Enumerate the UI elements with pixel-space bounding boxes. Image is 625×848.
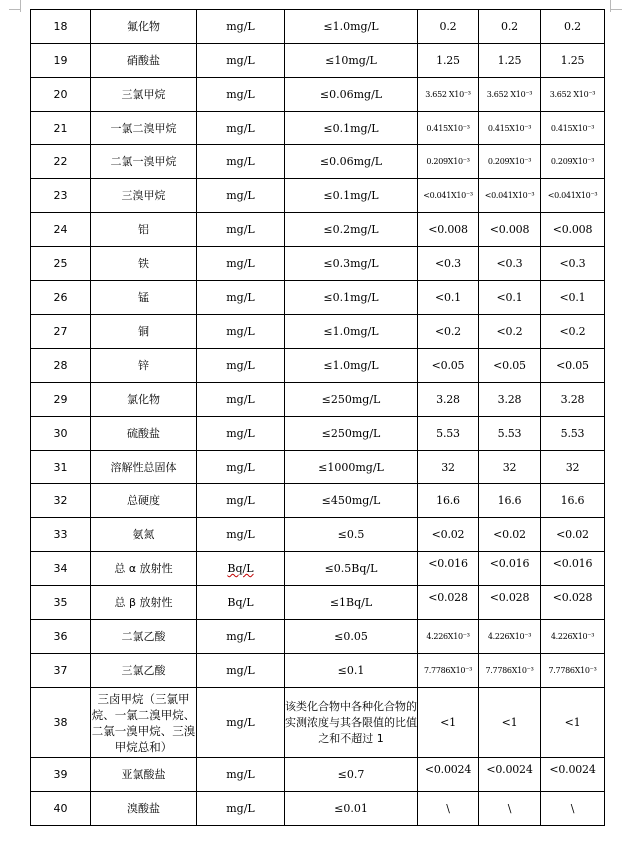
result-value: 5.53 xyxy=(541,417,605,451)
unit: mg/L xyxy=(197,654,285,688)
unit: Bq/L xyxy=(197,552,285,586)
item-name: 二氯乙酸 xyxy=(91,620,197,654)
table-row xyxy=(31,10,605,44)
item-name: 总硬度 xyxy=(91,484,197,518)
limit-value: ≤0.2mg/L xyxy=(285,213,418,247)
table-row xyxy=(31,654,605,688)
table-row xyxy=(31,417,605,451)
unit: mg/L xyxy=(197,518,285,552)
row-number: 38 xyxy=(31,688,91,758)
result-value: 7.7786X10⁻³ xyxy=(418,654,479,688)
table-row xyxy=(31,688,605,758)
unit: mg/L xyxy=(197,349,285,383)
table-row xyxy=(31,451,605,484)
item-name: 总 α 放射性 xyxy=(91,552,197,586)
row-number: 33 xyxy=(31,518,91,552)
limit-value: ≤0.5 xyxy=(285,518,418,552)
result-value: <0.02 xyxy=(541,518,605,552)
row-number: 29 xyxy=(31,383,91,417)
page-corner-mark xyxy=(610,9,622,10)
result-value: 7.7786X10⁻³ xyxy=(541,654,605,688)
item-name: 硫酸盐 xyxy=(91,417,197,451)
result-value: 3.28 xyxy=(418,383,479,417)
table-row xyxy=(31,213,605,247)
table-row xyxy=(31,758,605,792)
result-value: <0.041X10⁻³ xyxy=(541,179,605,213)
table-row xyxy=(31,44,605,78)
item-name: 一氯二溴甲烷 xyxy=(91,112,197,145)
result-value: <0.008 xyxy=(541,213,605,247)
unit: mg/L xyxy=(197,145,285,179)
item-name: 铝 xyxy=(91,213,197,247)
page-corner-mark xyxy=(610,0,611,12)
item-name: 三氯乙酸 xyxy=(91,654,197,688)
row-number: 34 xyxy=(31,552,91,586)
result-value: 0.209X10⁻³ xyxy=(479,145,541,179)
result-value: <0.05 xyxy=(541,349,605,383)
page-corner-mark xyxy=(20,0,21,12)
result-value: <0.0024 xyxy=(479,758,541,792)
result-value: 3.28 xyxy=(541,383,605,417)
row-number: 35 xyxy=(31,586,91,620)
item-name: 硝酸盐 xyxy=(91,44,197,78)
row-number: 21 xyxy=(31,112,91,145)
item-name: 三卤甲烷（三氯甲烷、一氯二溴甲烷、二氯一溴甲烷、三溴甲烷总和） xyxy=(91,688,197,758)
unit: mg/L xyxy=(197,247,285,281)
page-corner-mark xyxy=(9,9,21,10)
row-number: 31 xyxy=(31,451,91,484)
table-row xyxy=(31,349,605,383)
item-name: 三溴甲烷 xyxy=(91,179,197,213)
result-value: 0.2 xyxy=(541,10,605,44)
limit-value: ≤250mg/L xyxy=(285,383,418,417)
table-row xyxy=(31,552,605,586)
result-value: 1.25 xyxy=(541,44,605,78)
unit: mg/L xyxy=(197,213,285,247)
result-value: 1.25 xyxy=(479,44,541,78)
table-row xyxy=(31,281,605,315)
row-number: 18 xyxy=(31,10,91,44)
limit-value: ≤250mg/L xyxy=(285,417,418,451)
limit-value: ≤0.5Bq/L xyxy=(285,552,418,586)
unit: mg/L xyxy=(197,484,285,518)
limit-value: ≤0.06mg/L xyxy=(285,145,418,179)
limit-value: ≤450mg/L xyxy=(285,484,418,518)
result-value: <0.008 xyxy=(479,213,541,247)
result-value: <0.1 xyxy=(541,281,605,315)
result-value: <0.05 xyxy=(479,349,541,383)
unit: mg/L xyxy=(197,620,285,654)
limit-value: ≤1Bq/L xyxy=(285,586,418,620)
row-number: 19 xyxy=(31,44,91,78)
limit-value: ≤1000mg/L xyxy=(285,451,418,484)
result-value: <0.02 xyxy=(479,518,541,552)
row-number: 23 xyxy=(31,179,91,213)
unit: mg/L xyxy=(197,78,285,112)
result-value: <0.3 xyxy=(479,247,541,281)
row-number: 28 xyxy=(31,349,91,383)
table-row xyxy=(31,620,605,654)
result-value: 1.25 xyxy=(418,44,479,78)
unit: mg/L xyxy=(197,44,285,78)
result-value: 0.415X10⁻³ xyxy=(479,112,541,145)
limit-value: ≤0.1mg/L xyxy=(285,179,418,213)
table-row xyxy=(31,383,605,417)
result-value: <0.028 xyxy=(418,586,479,620)
result-value: 3.28 xyxy=(479,383,541,417)
result-value: 16.6 xyxy=(541,484,605,518)
limit-value: ≤0.7 xyxy=(285,758,418,792)
result-value: 3.652 X10⁻³ xyxy=(479,78,541,112)
result-value: \ xyxy=(418,792,479,826)
row-number: 24 xyxy=(31,213,91,247)
result-value: <0.028 xyxy=(479,586,541,620)
water-quality-table xyxy=(30,9,605,826)
result-value: \ xyxy=(479,792,541,826)
result-value: <0.02 xyxy=(418,518,479,552)
row-number: 20 xyxy=(31,78,91,112)
item-name: 氨氮 xyxy=(91,518,197,552)
row-number: 40 xyxy=(31,792,91,826)
item-name: 氯化物 xyxy=(91,383,197,417)
result-value: <0.016 xyxy=(479,552,541,586)
unit: mg/L xyxy=(197,10,285,44)
row-number: 30 xyxy=(31,417,91,451)
item-name: 铜 xyxy=(91,315,197,349)
limit-value: ≤0.1mg/L xyxy=(285,281,418,315)
limit-value: ≤0.06mg/L xyxy=(285,78,418,112)
limit-value: 该类化合物中各种化合物的实测浓度与其各限值的比值之和不超过 1 xyxy=(285,688,418,758)
result-value: 4.226X10⁻³ xyxy=(541,620,605,654)
item-name: 三氯甲烷 xyxy=(91,78,197,112)
item-name: 氟化物 xyxy=(91,10,197,44)
row-number: 36 xyxy=(31,620,91,654)
result-value: <0.2 xyxy=(541,315,605,349)
row-number: 39 xyxy=(31,758,91,792)
result-value: 0.2 xyxy=(418,10,479,44)
result-value: <0.1 xyxy=(479,281,541,315)
unit: Bq/L xyxy=(197,586,285,620)
result-value: 3.652 X10⁻³ xyxy=(418,78,479,112)
item-name: 溶解性总固体 xyxy=(91,451,197,484)
result-value: 32 xyxy=(479,451,541,484)
result-value: <1 xyxy=(479,688,541,758)
result-value: \ xyxy=(541,792,605,826)
result-value: <0.05 xyxy=(418,349,479,383)
result-value: <0.041X10⁻³ xyxy=(418,179,479,213)
result-value: <0.0024 xyxy=(418,758,479,792)
result-value: <0.028 xyxy=(541,586,605,620)
limit-value: ≤0.3mg/L xyxy=(285,247,418,281)
result-value: 3.652 X10⁻³ xyxy=(541,78,605,112)
unit: mg/L xyxy=(197,315,285,349)
result-value: 32 xyxy=(541,451,605,484)
unit: mg/L xyxy=(197,688,285,758)
result-value: <1 xyxy=(541,688,605,758)
result-value: <0.041X10⁻³ xyxy=(479,179,541,213)
table-row xyxy=(31,586,605,620)
result-value: 4.226X10⁻³ xyxy=(479,620,541,654)
table-row xyxy=(31,247,605,281)
limit-value: ≤0.05 xyxy=(285,620,418,654)
result-value: 16.6 xyxy=(479,484,541,518)
limit-value: ≤1.0mg/L xyxy=(285,349,418,383)
unit: mg/L xyxy=(197,417,285,451)
result-value: <0.2 xyxy=(418,315,479,349)
result-value: 5.53 xyxy=(479,417,541,451)
unit: mg/L xyxy=(197,451,285,484)
row-number: 32 xyxy=(31,484,91,518)
unit: mg/L xyxy=(197,112,285,145)
result-value: 16.6 xyxy=(418,484,479,518)
row-number: 37 xyxy=(31,654,91,688)
unit: mg/L xyxy=(197,281,285,315)
result-value: <1 xyxy=(418,688,479,758)
limit-value: ≤1.0mg/L xyxy=(285,315,418,349)
result-value: 32 xyxy=(418,451,479,484)
limit-value: ≤0.1 xyxy=(285,654,418,688)
result-value: 0.209X10⁻³ xyxy=(541,145,605,179)
item-name: 亚氯酸盐 xyxy=(91,758,197,792)
item-name: 铁 xyxy=(91,247,197,281)
result-value: <0.2 xyxy=(479,315,541,349)
unit: mg/L xyxy=(197,383,285,417)
row-number: 27 xyxy=(31,315,91,349)
item-name: 溴酸盐 xyxy=(91,792,197,826)
result-value: 0.2 xyxy=(479,10,541,44)
limit-value: ≤0.1mg/L xyxy=(285,112,418,145)
item-name: 二氯一溴甲烷 xyxy=(91,145,197,179)
result-value: <0.008 xyxy=(418,213,479,247)
limit-value: ≤10mg/L xyxy=(285,44,418,78)
limit-value: ≤1.0mg/L xyxy=(285,10,418,44)
result-value: <0.1 xyxy=(418,281,479,315)
item-name: 锌 xyxy=(91,349,197,383)
table-row xyxy=(31,145,605,179)
result-value: 0.209X10⁻³ xyxy=(418,145,479,179)
unit: mg/L xyxy=(197,758,285,792)
table-row xyxy=(31,78,605,112)
result-value: <0.3 xyxy=(541,247,605,281)
table-row xyxy=(31,518,605,552)
result-value: <0.016 xyxy=(541,552,605,586)
table-row xyxy=(31,112,605,145)
table-row xyxy=(31,792,605,826)
table-row xyxy=(31,179,605,213)
limit-value: ≤0.01 xyxy=(285,792,418,826)
result-value: 4.226X10⁻³ xyxy=(418,620,479,654)
result-value: 0.415X10⁻³ xyxy=(418,112,479,145)
table-row xyxy=(31,484,605,518)
result-value: 7.7786X10⁻³ xyxy=(479,654,541,688)
row-number: 25 xyxy=(31,247,91,281)
result-value: <0.0024 xyxy=(541,758,605,792)
unit: mg/L xyxy=(197,179,285,213)
row-number: 22 xyxy=(31,145,91,179)
result-value: <0.3 xyxy=(418,247,479,281)
item-name: 锰 xyxy=(91,281,197,315)
unit: mg/L xyxy=(197,792,285,826)
result-value: 5.53 xyxy=(418,417,479,451)
table-row xyxy=(31,315,605,349)
result-value: 0.415X10⁻³ xyxy=(541,112,605,145)
row-number: 26 xyxy=(31,281,91,315)
item-name: 总 β 放射性 xyxy=(91,586,197,620)
result-value: <0.016 xyxy=(418,552,479,586)
